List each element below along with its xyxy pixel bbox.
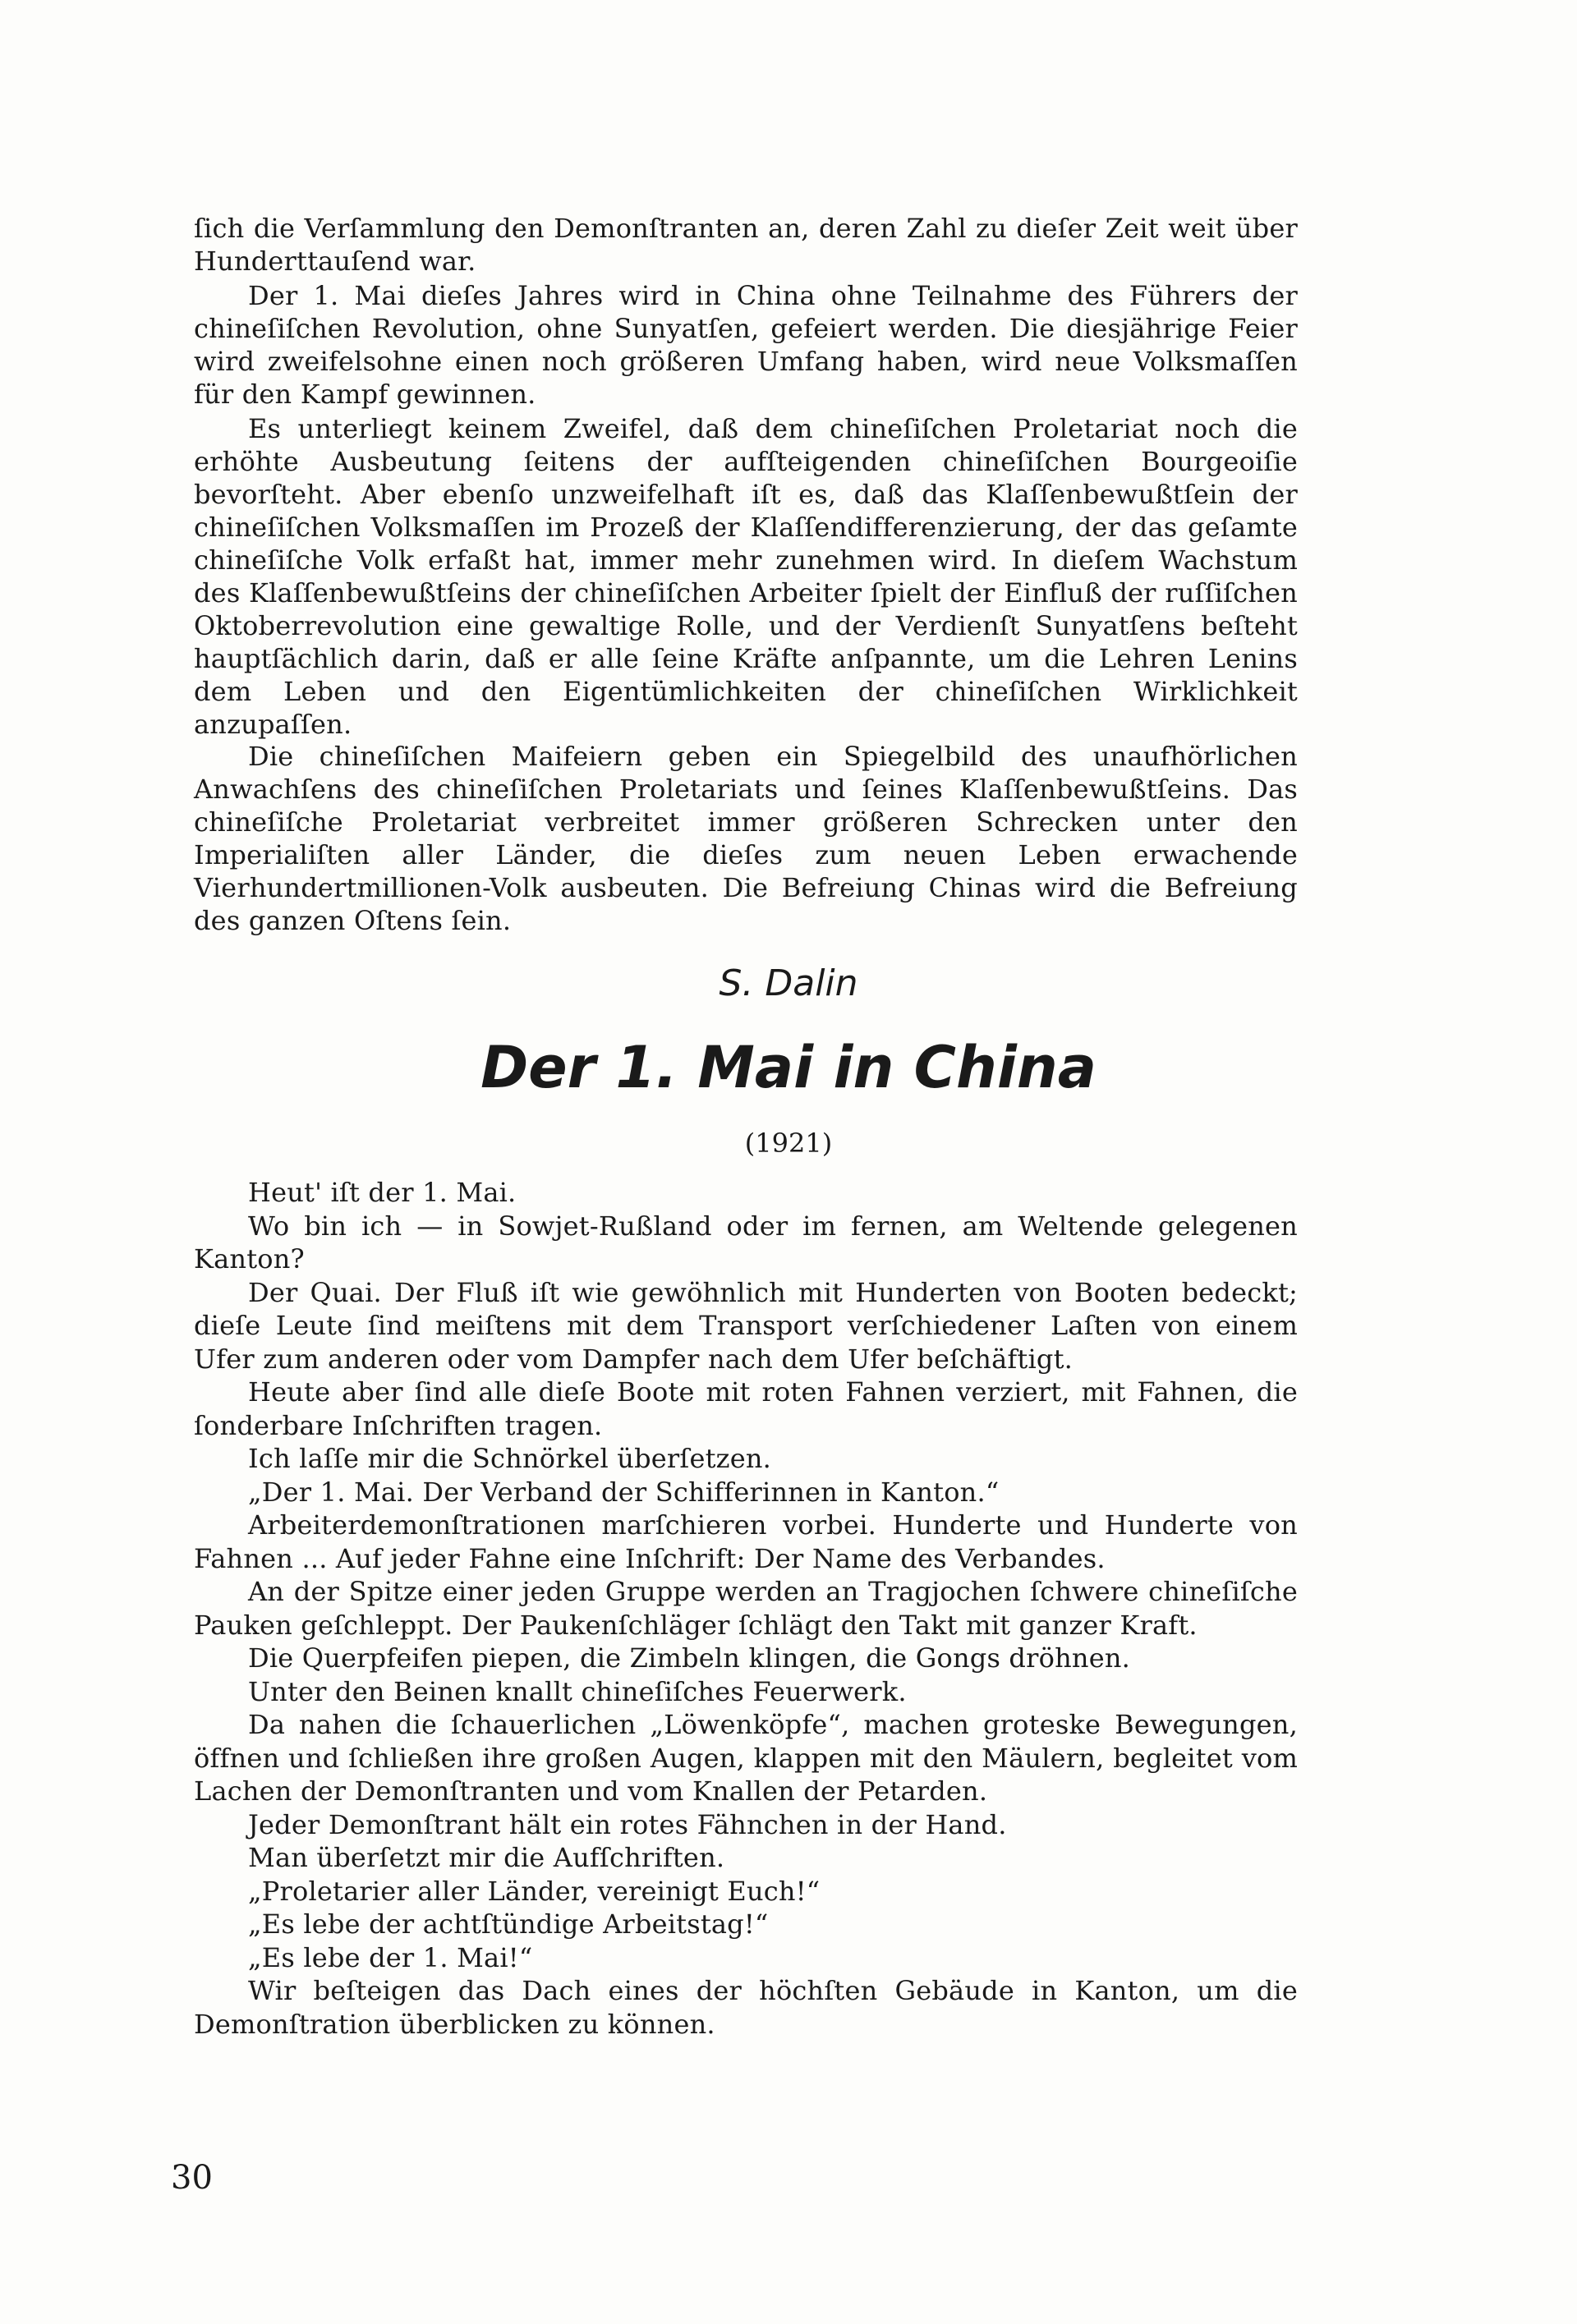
page-number: 30 <box>171 2159 213 2197</box>
paragraph-text: ſich die Verſammlung den Demonſtranten an, deren Zahl zu dieſer Zeit weit über Hunderttauſend war. <box>194 213 1298 277</box>
article-paragraph: Heut' iſt der 1. Mai. <box>248 1177 517 1208</box>
previous-article-paragraph-1 <box>194 212 1298 278</box>
article-title: Der 1. Mai in China <box>480 1034 1097 1101</box>
previous-article-paragraph-2 <box>194 279 1298 411</box>
article-paragraph: An der Spitze einer jeden Gruppe werden an Tragjochen ſchwere chineſiſche Pauken geſchleppt. Der Paukenſchläger ſchlägt den Takt mit ganzer Kraft. <box>194 1576 1298 1641</box>
paragraph-text: Die chineſiſchen Maifeiern geben ein Spiegelbild des unaufhörlichen Anwachſens des chineſiſchen Proletariats und ſeines Klaſſenbewußtſeins. Das chineſiſche Proletariat verbreitet immer größeren Schrecken unter den Imperialiſten aller Länder, die dieſes zum neuen Leben erwachende Vierhundertmillionen-Volk ausbeuten. Die Befreiung Chinas wird die Befreiung des ganzen Oſtens ſein. <box>194 741 1298 936</box>
article-paragraph: „Es lebe der 1. Mai!“ <box>248 1941 533 1973</box>
article-paragraph: „Der 1. Mai. Der Verband der Schifferinnen in Kanton.“ <box>248 1476 1000 1508</box>
previous-article-paragraph-3 <box>194 412 1298 741</box>
article-paragraph: Heute aber ſind alle dieſe Boote mit roten Fahnen verziert, mit Fahnen, die ſonderbare Inſchriften tragen. <box>194 1376 1298 1441</box>
previous-article-paragraph-4 <box>194 740 1298 937</box>
article-paragraph: Arbeiterdemonſtrationen marſchieren vorbei. Hunderte und Hunderte von Fahnen ... Auf jeder Fahne eine Inſchrift: Der Name des Verbandes. <box>194 1509 1298 1574</box>
paragraph-text: Der 1. Mai dieſes Jahres wird in China ohne Teilnahme des Führers der chineſiſchen Revolution, ohne Sunyatſen, gefeiert werden. Die diesjährige Feier wird zweifelsohne einen noch größeren Umfang haben, wird neue Volksmaſſen für den Kampf gewinnen. <box>194 280 1298 410</box>
article-paragraph: „Es lebe der achtſtündige Arbeitstag!“ <box>248 1908 769 1940</box>
article-author: S. Dalin <box>719 962 858 1004</box>
article-paragraph: Wo bin ich — in Sowjet-Rußland oder im fernen, am Weltende gelegenen Kanton? <box>194 1210 1298 1275</box>
article-year: (1921) <box>744 1128 833 1159</box>
article-paragraph: „Proletarier aller Länder, vereinigt Euch!“ <box>248 1875 821 1907</box>
article-paragraph: Ich laſſe mir die Schnörkel überſetzen. <box>248 1443 772 1474</box>
article-body <box>194 1176 1298 2041</box>
article-paragraph: Unter den Beinen knallt chineſiſches Feuerwerk. <box>248 1675 907 1707</box>
article-paragraph: Die Querpfeifen piepen, die Zimbeln klingen, die Gongs dröhnen. <box>248 1642 1131 1674</box>
article-paragraph: Der Quai. Der Fluß iſt wie gewöhnlich mit Hunderten von Booten bedeckt; dieſe Leute ſind meiſtens mit dem Transport verſchiedener Laſten von einem Ufer zum anderen oder vom Dampfer nach dem Ufer beſchäftigt. <box>194 1276 1298 1375</box>
paragraph-text: Es unterliegt keinem Zweifel, daß dem chineſiſchen Proletariat noch die erhöhte Ausbeutung ſeitens der aufſteigenden chineſiſchen Bourgeoiſie bevorſteht. Aber ebenſo unzweifelhaft iſt es, daß das Klaſſenbewußtſein der chineſiſchen Volksmaſſen im Prozeß der Klaſſendifferenzierung, der das geſamte chineſiſche Volk erfaßt hat, immer mehr zunehmen wird. In dieſem Wachstum des Klaſſenbewußtſeins der chineſiſchen Arbeiter ſpielt der Einfluß der ruſſiſchen Oktoberrevolution eine gewaltige Rolle, und der Verdienſt Sunyatſens beſteht hauptſächlich darin, daß er alle ſeine Kräfte anſpannte, um die Lehren Lenins dem Leben und den Eigentümlichkeiten der chineſiſchen Wirklichkeit anzupaſſen. <box>194 413 1298 740</box>
article-paragraph: Da nahen die ſchauerlichen „Löwenköpfe“, machen groteske Bewegungen, öffnen und ſchließen ihre großen Augen, klappen mit den Mäulern, begleitet vom Lachen der Demonſtranten und vom Knallen der Petarden. <box>194 1709 1298 1807</box>
article-paragraph: Jeder Demonſtrant hält ein rotes Fähnchen in der Hand. <box>248 1808 1007 1840</box>
article-paragraph: Man überſetzt mir die Aufſchriften. <box>248 1842 725 1873</box>
article-paragraph: Wir beſteigen das Dach eines der höchſten Gebäude in Kanton, um die Demonſtration überblicken zu können. <box>194 1975 1298 2040</box>
